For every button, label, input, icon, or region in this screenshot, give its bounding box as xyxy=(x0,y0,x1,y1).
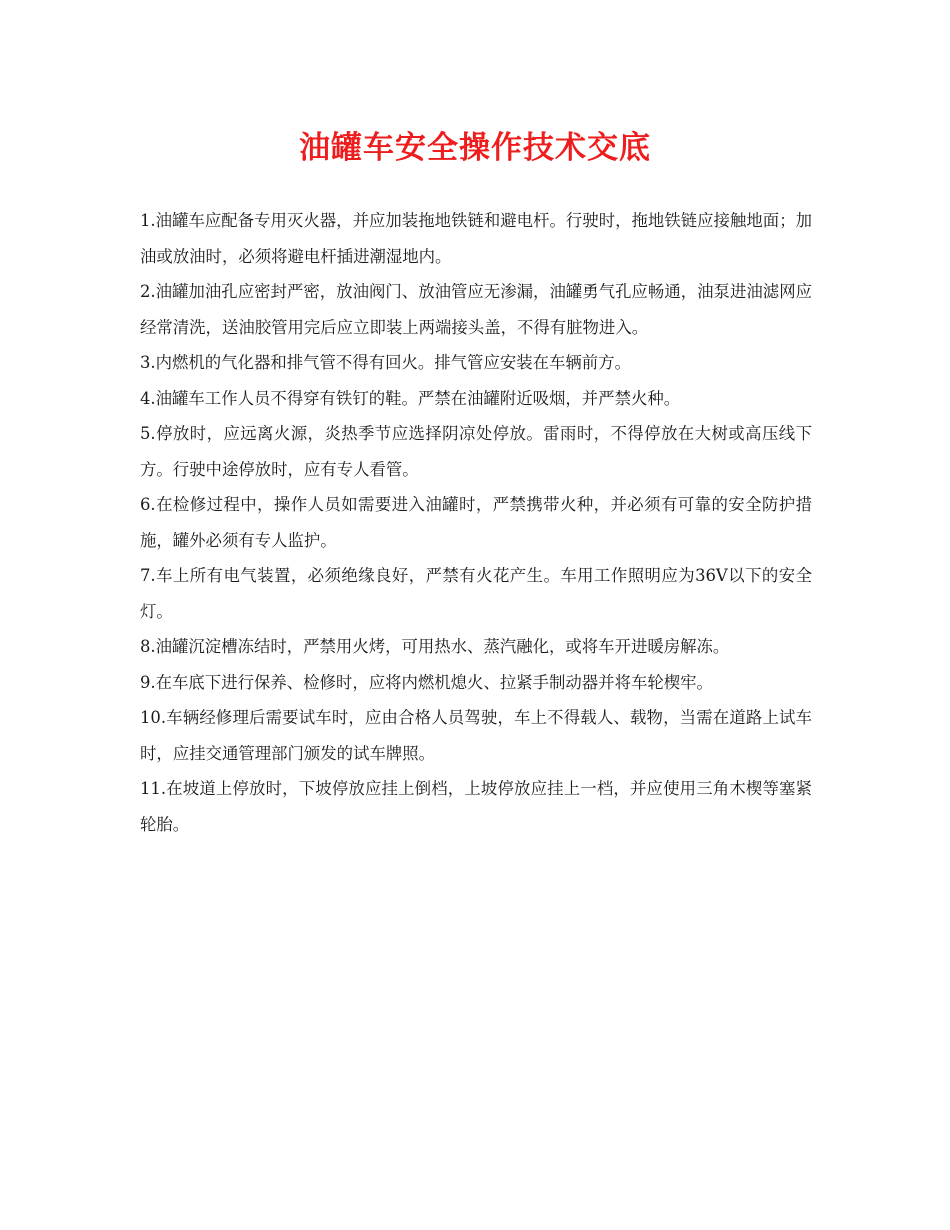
rule-item-8: 8.油罐沉淀槽冻结时，严禁用火烤，可用热水、蒸汽融化，或将车开进暖房解冻。 xyxy=(140,637,730,656)
rule-item-6: 6.在检修过程中，操作人员如需要进入油罐时，严禁携带火种，并必须有可靠的安全防护措施，罐外必须有专人监护。 xyxy=(140,495,812,550)
rule-item-3: 3.内燃机的气化器和排气管不得有回火。排气管应安装在车辆前方。 xyxy=(140,353,631,372)
rule-item-5: 5.停放时，应远离火源，炎热季节应选择阴凉处停放。雷雨时，不得停放在大树或高压线下方。行驶中途停放时，应有专人看管。 xyxy=(140,424,812,479)
rule-item-10: 10.车辆经修理后需要试车时，应由合格人员驾驶，车上不得载人、载物，当需在道路上试车时，应挂交通管理部门颁发的试车牌照。 xyxy=(140,708,812,763)
rule-item-2: 2.油罐加油孔应密封严密，放油阀门、放油管应无渗漏，油罐勇气孔应畅通，油泵进油滤网应经常清洗，送油胶管用完后应立即装上两端接头盖，不得有脏物进入。 xyxy=(140,282,812,337)
safety-rules-list xyxy=(140,203,812,842)
rule-item-4: 4.油罐车工作人员不得穿有铁钉的鞋。严禁在油罐附近吸烟，并严禁火种。 xyxy=(140,388,681,408)
document-title: 油罐车安全操作技术交底 xyxy=(299,130,651,166)
rule-item-1: 1.油罐车应配备专用灭火器，并应加装拖地铁链和避电杆。行驶时，拖地铁链应接触地面；加油或放油时，必须将避电杆插进潮湿地内。 xyxy=(140,211,812,266)
rule-item-9: 9.在车底下进行保养、检修时，应将内燃机熄火、拉紧手制动器并将车轮楔牢。 xyxy=(140,672,713,692)
rule-item-7: 7.车上所有电气装置，必须绝缘良好，严禁有火花产生。车用工作照明应为36V以下的安全灯。 xyxy=(140,566,812,621)
rule-item-11: 11.在坡道上停放时，下坡停放应挂上倒档，上坡停放应挂上一档，并应使用三角木楔等塞紧轮胎。 xyxy=(140,779,812,834)
